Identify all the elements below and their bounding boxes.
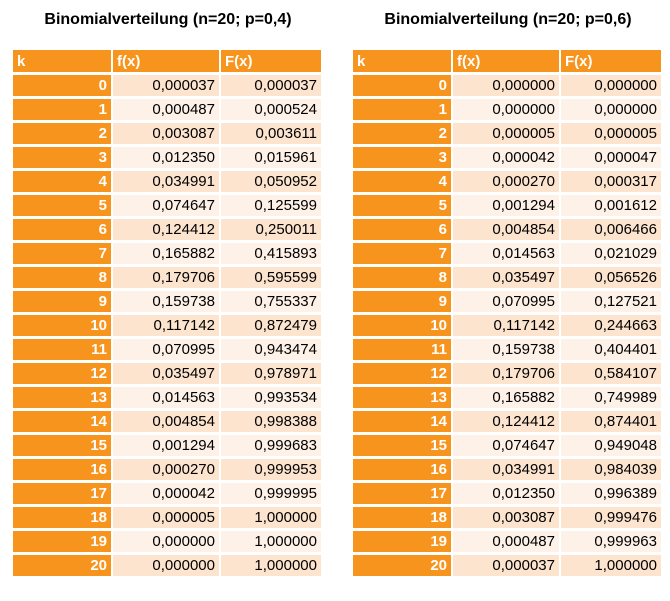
cell-k: 12 <box>13 363 111 384</box>
cell-Fx: 1,000000 <box>561 555 661 576</box>
table-row <box>353 363 661 384</box>
cell-k: 9 <box>353 291 451 312</box>
cell-Fx: 0,000037 <box>221 75 321 96</box>
cell-fx: 0,012350 <box>113 147 219 168</box>
cell-k: 5 <box>353 195 451 216</box>
cell-Fx: 0,999995 <box>221 483 321 504</box>
cell-fx: 0,014563 <box>113 387 219 408</box>
cell-k: 10 <box>13 315 111 336</box>
cell-fx: 0,003087 <box>453 507 559 528</box>
table-row <box>13 195 321 216</box>
cell-fx: 0,035497 <box>113 363 219 384</box>
cell-k: 19 <box>13 531 111 552</box>
cell-Fx: 0,000047 <box>561 147 661 168</box>
cell-fx: 0,000000 <box>453 99 559 120</box>
cell-Fx: 0,993534 <box>221 387 321 408</box>
table-row <box>353 291 661 312</box>
cell-k: 1 <box>13 99 111 120</box>
cell-Fx: 0,015961 <box>221 147 321 168</box>
table-title: Binomialverteilung (n=20; p=0,4) <box>44 11 292 28</box>
cell-Fx: 1,000000 <box>221 531 321 552</box>
table-row <box>13 459 321 480</box>
cell-Fx: 0,999683 <box>221 435 321 456</box>
cell-fx: 0,117142 <box>113 315 219 336</box>
cell-Fx: 0,978971 <box>221 363 321 384</box>
cell-Fx: 0,000000 <box>561 75 661 96</box>
cell-Fx: 0,755337 <box>221 291 321 312</box>
cell-fx: 0,014563 <box>453 243 559 264</box>
cell-fx: 0,012350 <box>453 483 559 504</box>
cell-Fx: 0,404401 <box>561 339 661 360</box>
table-row <box>13 147 321 168</box>
table-row <box>13 531 321 552</box>
cell-Fx: 1,000000 <box>221 555 321 576</box>
cell-fx: 0,000037 <box>113 75 219 96</box>
table-row <box>353 195 661 216</box>
table-row <box>13 75 321 96</box>
cell-k: 11 <box>13 339 111 360</box>
cell-Fx: 0,999963 <box>561 531 661 552</box>
table-row <box>13 123 321 144</box>
binomial-table-p06 <box>351 47 663 579</box>
table-row <box>353 555 661 576</box>
table-block-p06 <box>353 0 663 579</box>
cell-k: 15 <box>13 435 111 456</box>
cell-fx: 0,124412 <box>453 411 559 432</box>
cell-Fx: 0,250011 <box>221 219 321 240</box>
cell-Fx: 0,984039 <box>561 459 661 480</box>
table-row <box>353 267 661 288</box>
cell-fx: 0,000042 <box>113 483 219 504</box>
cell-Fx: 0,127521 <box>561 291 661 312</box>
table-row <box>353 243 661 264</box>
table-row <box>353 315 661 336</box>
cell-fx: 0,000000 <box>113 531 219 552</box>
header-row <box>13 50 321 72</box>
cell-fx: 0,004854 <box>113 411 219 432</box>
cell-fx: 0,034991 <box>113 171 219 192</box>
table-row <box>353 531 661 552</box>
table-row <box>353 387 661 408</box>
table-block-p04 <box>13 0 323 579</box>
table-row <box>13 219 321 240</box>
cell-fx: 0,000487 <box>113 99 219 120</box>
table-row <box>13 435 321 456</box>
cell-fx: 0,034991 <box>453 459 559 480</box>
cell-Fx: 1,000000 <box>221 507 321 528</box>
table-row <box>13 171 321 192</box>
cell-k: 4 <box>13 171 111 192</box>
cell-k: 6 <box>13 219 111 240</box>
cell-k: 2 <box>13 123 111 144</box>
cell-fx: 0,159738 <box>113 291 219 312</box>
cell-k: 8 <box>13 267 111 288</box>
table-row <box>353 411 661 432</box>
cell-k: 4 <box>353 171 451 192</box>
table-row <box>353 123 661 144</box>
table-row <box>13 99 321 120</box>
cell-k: 20 <box>13 555 111 576</box>
table-row <box>13 243 321 264</box>
cell-k: 0 <box>353 75 451 96</box>
cell-fx: 0,000487 <box>453 531 559 552</box>
table-row <box>353 99 661 120</box>
cell-Fx: 0,584107 <box>561 363 661 384</box>
cell-Fx: 0,000000 <box>561 99 661 120</box>
table-row <box>353 339 661 360</box>
cell-k: 16 <box>13 459 111 480</box>
cell-fx: 0,000005 <box>113 507 219 528</box>
cell-k: 10 <box>353 315 451 336</box>
table-row <box>353 75 661 96</box>
table-row <box>353 219 661 240</box>
cell-k: 14 <box>13 411 111 432</box>
table-row <box>13 507 321 528</box>
cell-fx: 0,003087 <box>113 123 219 144</box>
header-fx: f(x) <box>453 50 559 72</box>
table-row <box>353 171 661 192</box>
cell-k: 18 <box>353 507 451 528</box>
cell-fx: 0,074647 <box>453 435 559 456</box>
cell-fx: 0,000037 <box>453 555 559 576</box>
cell-fx: 0,001294 <box>453 195 559 216</box>
cell-k: 11 <box>353 339 451 360</box>
cell-Fx: 0,000524 <box>221 99 321 120</box>
cell-k: 3 <box>13 147 111 168</box>
cell-Fx: 0,000317 <box>561 171 661 192</box>
table-row <box>353 483 661 504</box>
cell-fx: 0,070995 <box>453 291 559 312</box>
cell-Fx: 0,998388 <box>221 411 321 432</box>
table-body <box>13 75 321 576</box>
binomial-table-p04 <box>11 47 323 579</box>
cell-Fx: 0,999953 <box>221 459 321 480</box>
cell-fx: 0,035497 <box>453 267 559 288</box>
cell-k: 6 <box>353 219 451 240</box>
table-row <box>13 387 321 408</box>
cell-fx: 0,124412 <box>113 219 219 240</box>
cell-fx: 0,117142 <box>453 315 559 336</box>
cell-k: 7 <box>353 243 451 264</box>
cell-Fx: 0,749989 <box>561 387 661 408</box>
table-row <box>353 435 661 456</box>
table-title: Binomialverteilung (n=20; p=0,6) <box>384 11 632 28</box>
cell-k: 17 <box>353 483 451 504</box>
cell-fx: 0,165882 <box>453 387 559 408</box>
cell-Fx: 0,595599 <box>221 267 321 288</box>
cell-fx: 0,004854 <box>453 219 559 240</box>
table-row <box>13 339 321 360</box>
table-row <box>13 483 321 504</box>
cell-k: 12 <box>353 363 451 384</box>
cell-Fx: 0,021029 <box>561 243 661 264</box>
header-row <box>353 50 661 72</box>
cell-k: 9 <box>13 291 111 312</box>
cell-k: 16 <box>353 459 451 480</box>
header-k: k <box>13 50 111 72</box>
table-row <box>353 459 661 480</box>
cell-Fx: 0,125599 <box>221 195 321 216</box>
cell-Fx: 0,874401 <box>561 411 661 432</box>
cell-k: 5 <box>13 195 111 216</box>
cell-fx: 0,000270 <box>453 171 559 192</box>
cell-k: 15 <box>353 435 451 456</box>
cell-Fx: 0,050952 <box>221 171 321 192</box>
cell-fx: 0,001294 <box>113 435 219 456</box>
cell-Fx: 0,943474 <box>221 339 321 360</box>
table-row <box>13 555 321 576</box>
cell-Fx: 0,056526 <box>561 267 661 288</box>
table-body <box>353 75 661 576</box>
cell-fx: 0,159738 <box>453 339 559 360</box>
cell-Fx: 0,999476 <box>561 507 661 528</box>
cell-Fx: 0,006466 <box>561 219 661 240</box>
cell-Fx: 0,996389 <box>561 483 661 504</box>
cell-k: 3 <box>353 147 451 168</box>
cell-fx: 0,179706 <box>453 363 559 384</box>
cell-k: 0 <box>13 75 111 96</box>
cell-k: 13 <box>353 387 451 408</box>
table-row <box>353 147 661 168</box>
cell-fx: 0,000270 <box>113 459 219 480</box>
header-k: k <box>353 50 451 72</box>
table-row <box>13 267 321 288</box>
cell-k: 1 <box>353 99 451 120</box>
cell-Fx: 0,949048 <box>561 435 661 456</box>
table-row <box>13 363 321 384</box>
header-Fx: F(x) <box>561 50 661 72</box>
cell-Fx: 0,003611 <box>221 123 321 144</box>
cell-Fx: 0,000005 <box>561 123 661 144</box>
table-row <box>13 291 321 312</box>
cell-Fx: 0,244663 <box>561 315 661 336</box>
cell-fx: 0,074647 <box>113 195 219 216</box>
cell-k: 17 <box>13 483 111 504</box>
cell-Fx: 0,872479 <box>221 315 321 336</box>
cell-Fx: 0,415893 <box>221 243 321 264</box>
cell-k: 20 <box>353 555 451 576</box>
cell-k: 7 <box>13 243 111 264</box>
cell-k: 14 <box>353 411 451 432</box>
cell-fx: 0,070995 <box>113 339 219 360</box>
cell-fx: 0,165882 <box>113 243 219 264</box>
cell-k: 8 <box>353 267 451 288</box>
cell-k: 13 <box>13 387 111 408</box>
cell-k: 19 <box>353 531 451 552</box>
cell-k: 2 <box>353 123 451 144</box>
cell-fx: 0,179706 <box>113 267 219 288</box>
cell-fx: 0,000000 <box>453 75 559 96</box>
table-row <box>353 507 661 528</box>
header-Fx: F(x) <box>221 50 321 72</box>
cell-fx: 0,000005 <box>453 123 559 144</box>
cell-k: 18 <box>13 507 111 528</box>
cell-fx: 0,000000 <box>113 555 219 576</box>
cell-fx: 0,000042 <box>453 147 559 168</box>
header-fx: f(x) <box>113 50 219 72</box>
table-row <box>13 315 321 336</box>
table-row <box>13 411 321 432</box>
cell-Fx: 0,001612 <box>561 195 661 216</box>
